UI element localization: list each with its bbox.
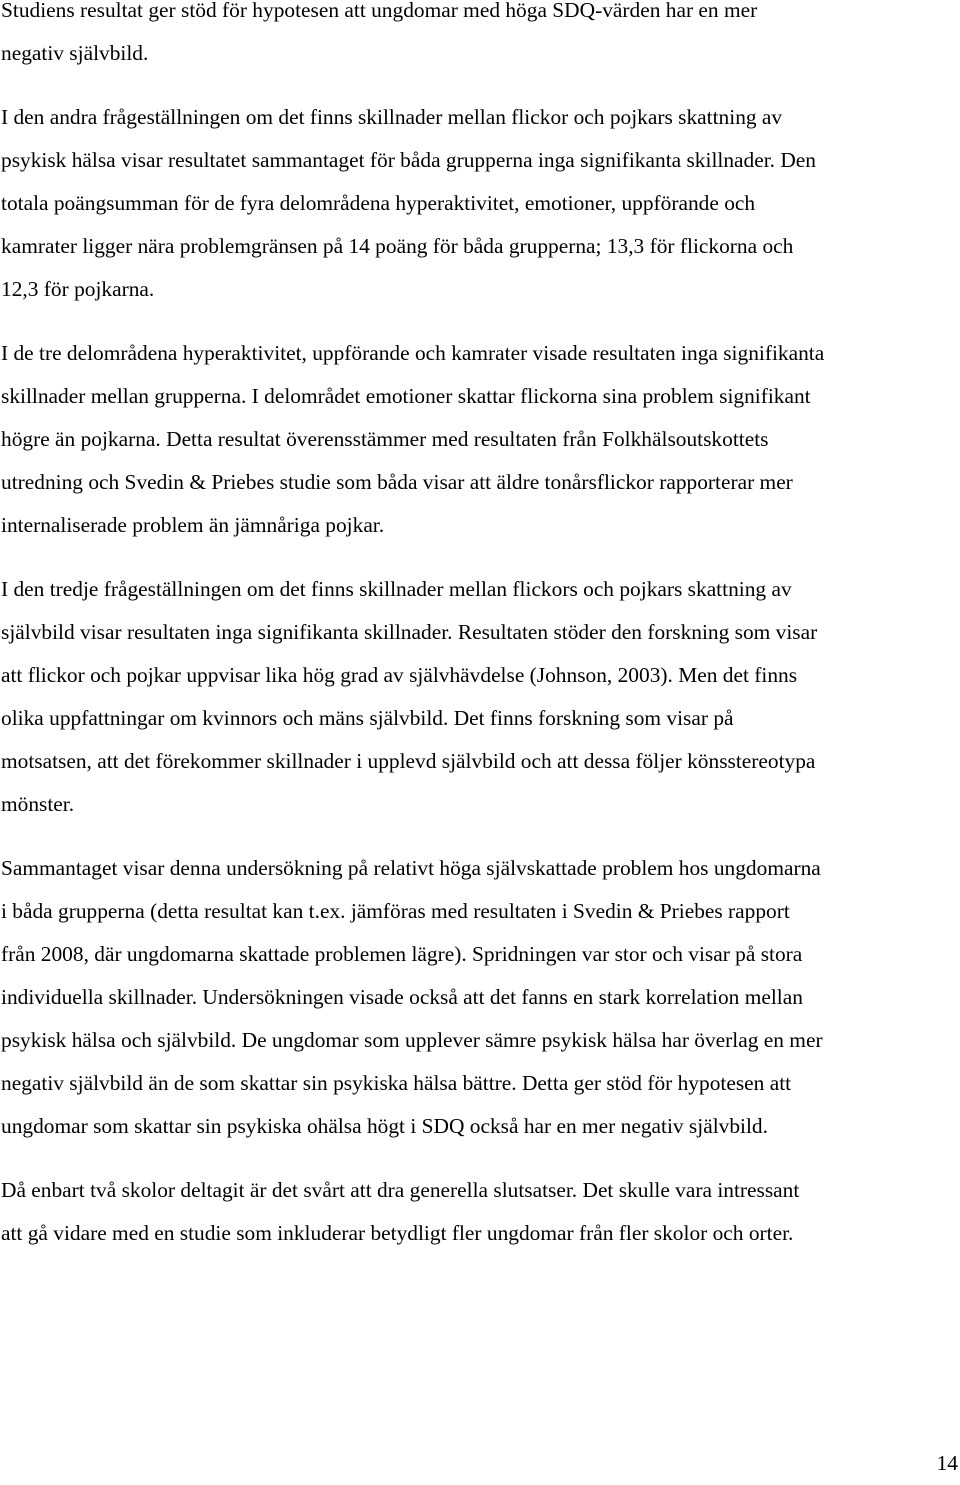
text-line: I den andra frågeställningen om det finns skillnader mellan flickor och pojkars skattning av — [1, 105, 783, 129]
text-line: motsatsen, att det förekommer skillnader i upplevd självbild och att dessa följer könsstereotypa — [1, 749, 816, 773]
paragraph-6 — [1, 1169, 959, 1255]
paragraph-4 — [1, 568, 959, 826]
text-line: Då enbart två skolor deltagit är det svårt att dra generella slutsatser. Det skulle vara intressant — [1, 1178, 800, 1202]
paragraph-2 — [1, 96, 959, 311]
text-line: självbild visar resultaten inga signifikanta skillnader. Resultaten stöder den forskning som visar — [1, 620, 818, 644]
text-line: negativ självbild än de som skattar sin psykiska hälsa bättre. Detta ger stöd för hypotesen att — [1, 1071, 792, 1095]
body-text — [1, 0, 959, 1276]
text-line: negativ självbild. — [1, 41, 149, 65]
text-line: utredning och Svedin & Priebes studie som båda visar att äldre tonårsflickor rapporterar mer — [1, 470, 793, 494]
text-line: psykisk hälsa och självbild. De ungdomar som upplever sämre psykisk hälsa har överlag en mer — [1, 1028, 823, 1052]
text-line: från 2008, där ungdomarna skattade problemen lägre). Spridningen var stor och visar på stora — [1, 942, 803, 966]
text-line: kamrater ligger nära problemgränsen på 14 poäng för båda grupperna; 13,3 för flickorna och — [1, 234, 794, 258]
text-line: 12,3 för pojkarna. — [1, 277, 155, 301]
page-number: 14 — [936, 1451, 958, 1475]
text-line: i båda grupperna (detta resultat kan t.ex. jämföras med resultaten i Svedin & Priebes rapport — [1, 899, 790, 923]
text-line: I den tredje frågeställningen om det finns skillnader mellan flickors och pojkars skattning av — [1, 577, 792, 601]
text-line: mönster. — [1, 792, 75, 816]
paragraph-1 — [1, 0, 959, 75]
text-line: totala poängsumman för de fyra delområdena hyperaktivitet, emotioner, uppförande och — [1, 191, 756, 215]
text-line: att gå vidare med en studie som inkluderar betydligt fler ungdomar från fler skolor och orter. — [1, 1221, 794, 1245]
text-line: Studiens resultat ger stöd för hypotesen att ungdomar med höga SDQ-värden har en mer — [1, 0, 758, 22]
text-line: högre än pojkarna. Detta resultat överensstämmer med resultaten från Folkhälsoutskottets — [1, 427, 769, 451]
paragraph-5 — [1, 847, 959, 1148]
text-line: I de tre delområdena hyperaktivitet, uppförande och kamrater visade resultaten inga signifikanta — [1, 341, 825, 365]
text-line: ungdomar som skattar sin psykiska ohälsa högt i SDQ också har en mer negativ självbild. — [1, 1114, 768, 1138]
text-line: att flickor och pojkar uppvisar lika hög grad av självhävdelse (Johnson, 2003). Men det finns — [1, 663, 798, 687]
text-line: olika uppfattningar om kvinnors och mäns självbild. Det finns forskning som visar på — [1, 706, 734, 730]
text-line: internaliserade problem än jämnåriga pojkar. — [1, 513, 385, 537]
text-line: individuella skillnader. Undersökningen visade också att det fanns en stark korrelation mellan — [1, 985, 803, 1009]
paragraph-3 — [1, 332, 959, 547]
text-line: Sammantaget visar denna undersökning på relativt höga självskattade problem hos ungdomarna — [1, 856, 821, 880]
text-line: psykisk hälsa visar resultatet sammantaget för båda grupperna inga signifikanta skillnader. Den — [1, 148, 816, 172]
text-line: skillnader mellan grupperna. I delområdet emotioner skattar flickorna sina problem signifikant — [1, 384, 811, 408]
